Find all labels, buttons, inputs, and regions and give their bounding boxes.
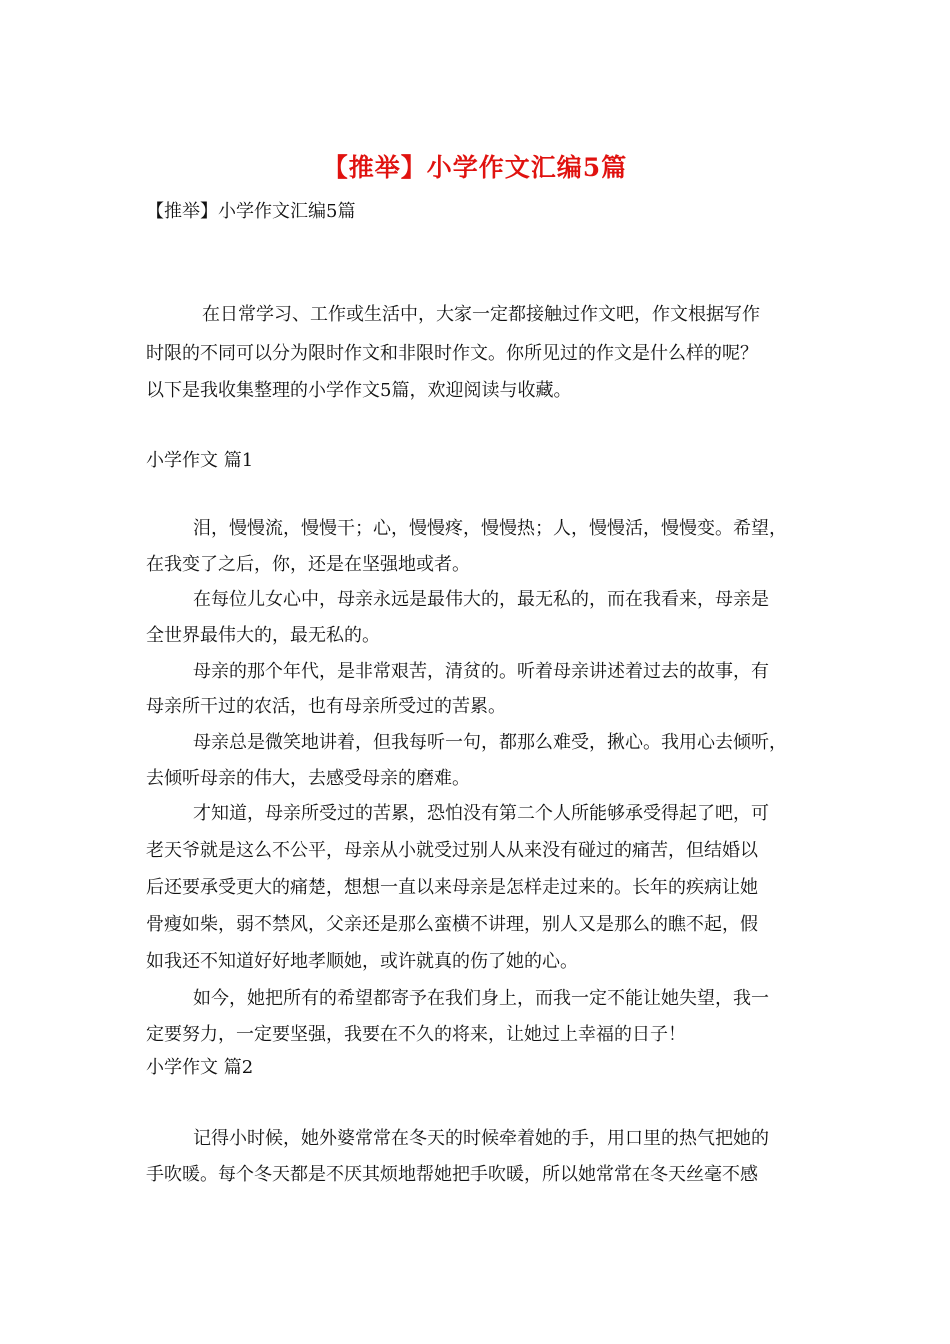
document-subtitle: 【推举】小学作文汇编5篇 [146,201,356,222]
body-paragraph-line: 骨瘦如柴，弱不禁风，父亲还是那么蛮横不讲理，别人又是那么的瞧不起，假 [146,914,758,935]
intro-paragraph-line: 时限的不同可以分为限时作文和非限时作文。你所见过的作文是什么样的呢？ [146,343,758,364]
body-paragraph-line: 手吹暖。每个冬天都是不厌其烦地帮她把手吹暖，所以她常常在冬天丝毫不感 [146,1164,758,1185]
section-heading: 小学作文 篇2 [146,1057,254,1078]
intro-paragraph-line: 在日常学习、工作或生活中，大家一定都接触过作文吧，作文根据写作 [202,304,760,325]
body-paragraph-line: 后还要承受更大的痛楚，想想一直以来母亲是怎样走过来的。长年的疾病让她 [146,877,758,898]
section-heading: 小学作文 篇1 [146,450,254,471]
body-paragraph-line: 如我还不知道好好地孝顺她，或许就真的伤了她的心。 [146,951,578,972]
body-paragraph-line: 母亲所干过的农活，也有母亲所受过的苦累。 [146,696,506,717]
intro-paragraph-line: 以下是我收集整理的小学作文5篇，欢迎阅读与收藏。 [146,380,572,401]
body-paragraph-line: 母亲总是微笑地讲着，但我每听一句，都那么难受，揪心。我用心去倾听， [193,732,787,753]
body-paragraph-line: 如今，她把所有的希望都寄予在我们身上，而我一定不能让她失望，我一 [193,988,769,1009]
body-paragraph-line: 记得小时候，她外婆常常在冬天的时候牵着她的手，用口里的热气把她的 [193,1128,769,1149]
body-paragraph-line: 泪，慢慢流，慢慢干；心，慢慢疼，慢慢热；人，慢慢活，慢慢变。希望， [193,518,787,539]
body-paragraph-line: 在每位儿女心中，母亲永远是最伟大的，最无私的，而在我看来，母亲是 [193,589,769,610]
body-paragraph-line: 全世界最伟大的，最无私的。 [146,625,380,646]
document-title: 【推举】小学作文汇编5篇 [322,153,628,182]
body-paragraph-line: 母亲的那个年代，是非常艰苦，清贫的。听着母亲讲述着过去的故事，有 [193,661,769,682]
body-paragraph-line: 去倾听母亲的伟大，去感受母亲的磨难。 [146,768,470,789]
body-paragraph-line: 老天爷就是这么不公平，母亲从小就受过别人从来没有碰过的痛苦，但结婚以 [146,840,758,861]
body-paragraph-line: 在我变了之后，你，还是在坚强地或者。 [146,554,470,575]
body-paragraph-line: 定要努力，一定要坚强，我要在不久的将来，让她过上幸福的日子！ [146,1024,686,1045]
body-paragraph-line: 才知道，母亲所受过的苦累，恐怕没有第二个人所能够承受得起了吧，可 [193,803,769,824]
